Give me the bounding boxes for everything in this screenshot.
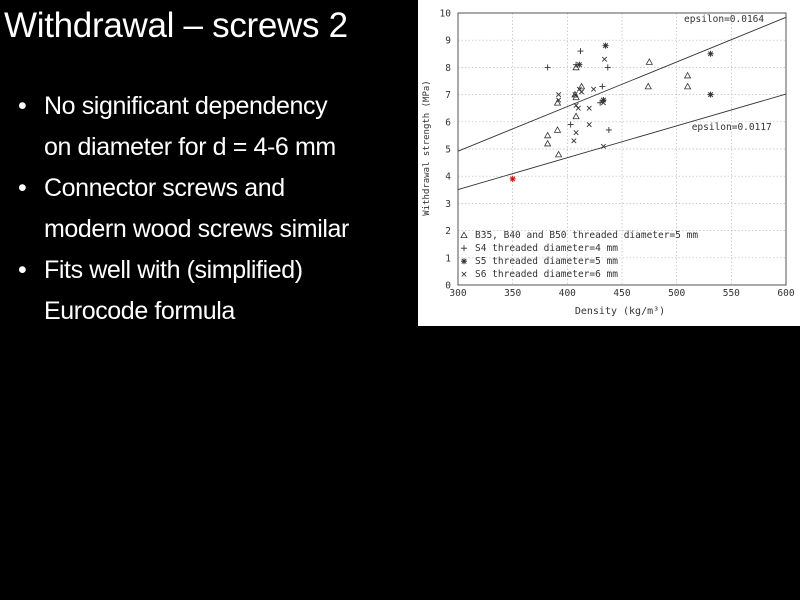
y-tick-label: 9 xyxy=(445,35,451,47)
data-point-x xyxy=(462,272,467,277)
data-point-plus xyxy=(568,122,574,128)
slide-title: Withdrawal – screws 2 xyxy=(4,6,348,45)
x-tick-label: 500 xyxy=(668,288,686,299)
data-point-x xyxy=(576,106,581,111)
bullet-icon: • xyxy=(18,256,27,284)
data-point-x xyxy=(587,122,592,127)
bullet-line: Connector screws and xyxy=(44,174,285,202)
y-tick-label: 5 xyxy=(445,144,451,156)
chart-image xyxy=(418,0,800,326)
fit-line-label: epsilon=0.0117 xyxy=(691,121,772,133)
bullet-icon: • xyxy=(18,92,27,120)
y-tick-label: 6 xyxy=(445,117,451,129)
x-tick-label: 550 xyxy=(722,288,740,299)
y-tick-label: 7 xyxy=(445,90,451,102)
bullet-line: Eurocode formula xyxy=(44,297,235,325)
bullet-line: on diameter for d = 4-6 mm xyxy=(44,133,336,161)
x-tick-label: 600 xyxy=(777,288,795,299)
data-point-x xyxy=(574,130,579,135)
x-tick-label: 350 xyxy=(504,288,522,299)
data-point-plus xyxy=(545,64,551,70)
bullet-line: Fits well with (simplified) xyxy=(44,256,303,284)
fit-line-label: epsilon=0.0164 xyxy=(684,14,765,26)
bullet-list xyxy=(18,86,410,332)
bullet-line: modern wood screws similar xyxy=(44,215,349,243)
data-point-x xyxy=(591,87,596,92)
x-tick-label: 300 xyxy=(449,288,467,299)
data-point-plus xyxy=(605,64,611,70)
data-point-plus xyxy=(577,48,583,54)
data-point-plus xyxy=(599,83,605,89)
bullet-line: No significant dependency xyxy=(44,92,328,120)
data-point-triangle xyxy=(685,83,691,88)
data-point-plus xyxy=(461,245,467,251)
data-point-triangle xyxy=(685,73,691,78)
data-points xyxy=(510,43,714,182)
data-point-triangle xyxy=(461,232,467,237)
data-point-triangle xyxy=(573,113,579,118)
x-tick-label: 450 xyxy=(613,288,631,299)
bullet-item xyxy=(18,250,410,332)
y-tick-label: 2 xyxy=(445,226,451,238)
legend xyxy=(461,230,698,280)
x-tick-label: 400 xyxy=(558,288,576,299)
data-point-star xyxy=(603,43,609,49)
legend-entry: B35, B40 and B50 threaded diameter=5 mm xyxy=(475,230,699,242)
data-point-x xyxy=(587,106,592,111)
bullet-icon: • xyxy=(18,174,27,202)
data-point-triangle xyxy=(554,127,560,132)
scatter-chart xyxy=(418,0,800,326)
data-point-plus xyxy=(606,127,612,133)
data-point-star xyxy=(576,62,582,68)
data-point-triangle xyxy=(646,59,652,64)
y-tick-label: 0 xyxy=(445,280,451,292)
data-point-x xyxy=(602,57,607,62)
data-point-star xyxy=(708,92,714,98)
legend-entry: S5 threaded diameter=5 mm xyxy=(475,256,618,268)
y-tick-label: 3 xyxy=(445,198,451,210)
data-point-triangle xyxy=(545,141,551,146)
y-tick-label: 10 xyxy=(439,8,451,20)
legend-entry: S4 threaded diameter=4 mm xyxy=(475,243,618,255)
data-point-star xyxy=(510,176,516,182)
y-axis-label: Withdrawal strength (MPa) xyxy=(422,80,432,216)
data-point-triangle xyxy=(556,151,562,156)
y-tick-label: 4 xyxy=(445,171,451,183)
y-tick-label: 8 xyxy=(445,62,451,74)
data-point-triangle xyxy=(579,83,585,88)
y-tick-label: 1 xyxy=(445,253,451,265)
data-point-star xyxy=(708,51,714,57)
legend-entry: S6 threaded diameter=6 mm xyxy=(475,269,618,281)
x-axis-label: Density (kg/m³) xyxy=(574,306,666,317)
data-point-triangle xyxy=(645,83,651,88)
data-point-triangle xyxy=(545,132,551,137)
bullet-item xyxy=(18,86,410,168)
data-point-star xyxy=(461,258,467,264)
data-point-x xyxy=(572,139,577,144)
bullet-item xyxy=(18,168,410,250)
